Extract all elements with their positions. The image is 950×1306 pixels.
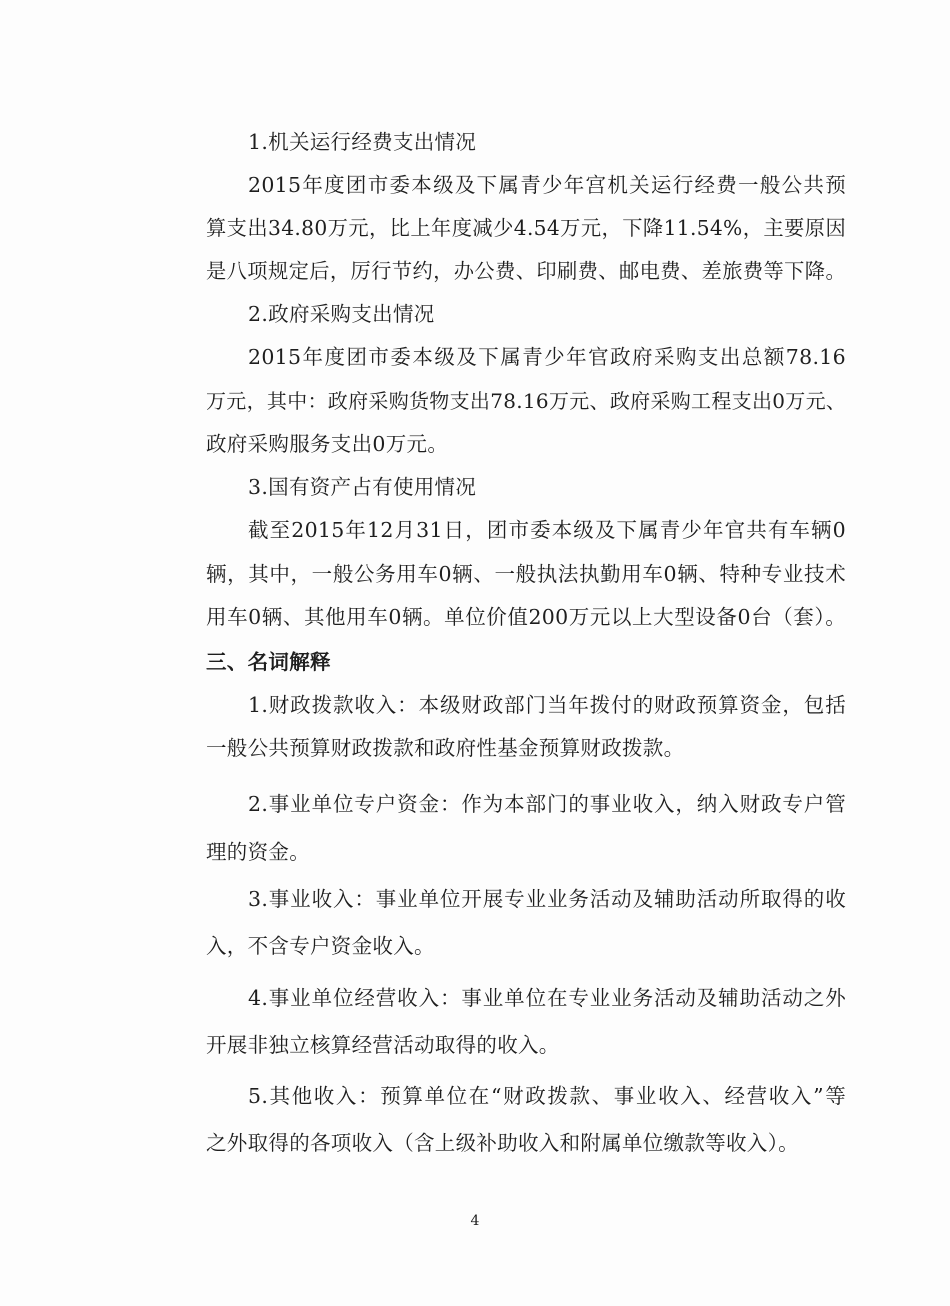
heading-state-assets: 3.国有资产占有使用情况 bbox=[248, 475, 477, 499]
paragraph-line: 辆，其中，一般公务用车0辆、一般执法执勤用车0辆、特种专业技术 bbox=[206, 562, 846, 586]
glossary-item-line: 一般公共预算财政拨款和政府性基金预算财政拨款。 bbox=[206, 736, 685, 760]
section-heading-glossary: 三、名词解释 bbox=[206, 650, 331, 674]
paragraph-line: 万元，其中：政府采购货物支出78.16万元、政府采购工程支出0万元、 bbox=[206, 389, 847, 413]
paragraph-line: 是八项规定后，厉行节约，办公费、印刷费、邮电费、差旅费等下降。 bbox=[206, 259, 846, 283]
glossary-item-line: 1.财政拨款收入：本级财政部门当年拨付的财政预算资金，包括 bbox=[248, 693, 846, 717]
glossary-item-line: 开展非独立核算经营活动取得的收入。 bbox=[206, 1033, 560, 1057]
paragraph-line: 算支出34.80万元，比上年度减少4.54万元，下降11.54%，主要原因 bbox=[206, 216, 846, 240]
glossary-item-line: 4.事业单位经营收入：事业单位在专业业务活动及辅助活动之外 bbox=[248, 986, 846, 1010]
glossary-item-line: 之外取得的各项收入（含上级补助收入和附属单位缴款等收入）。 bbox=[206, 1131, 799, 1155]
glossary-item-line: 理的资金。 bbox=[206, 840, 310, 864]
page-number: 4 bbox=[470, 1213, 480, 1229]
paragraph-line: 截至2015年12月31日，团市委本级及下属青少年官共有车辆0 bbox=[248, 518, 846, 542]
paragraph-line: 政府采购服务支出0万元。 bbox=[206, 432, 449, 456]
heading-operating-expenses: 1.机关运行经费支出情况 bbox=[248, 130, 477, 154]
glossary-item-line: 入，不含专户资金收入。 bbox=[206, 934, 435, 958]
glossary-item-line: 2.事业单位专户资金：作为本部门的事业收入，纳入财政专户管 bbox=[248, 792, 846, 816]
paragraph-line: 2015年度团市委本级及下属青少年宫机关运行经费一般公共预 bbox=[248, 173, 846, 197]
glossary-item-line: 3.事业收入：事业单位开展专业业务活动及辅助活动所取得的收 bbox=[248, 887, 846, 911]
glossary-item-line: 5.其他收入：预算单位在“财政拨款、事业收入、经营收入”等 bbox=[248, 1084, 846, 1108]
paragraph-line: 用车0辆、其他用车0辆。单位价值200万元以上大型设备0台（套）。 bbox=[206, 605, 846, 629]
paragraph-line: 2015年度团市委本级及下属青少年官政府采购支出总额78.16 bbox=[248, 345, 846, 369]
heading-procurement: 2.政府采购支出情况 bbox=[248, 302, 435, 326]
